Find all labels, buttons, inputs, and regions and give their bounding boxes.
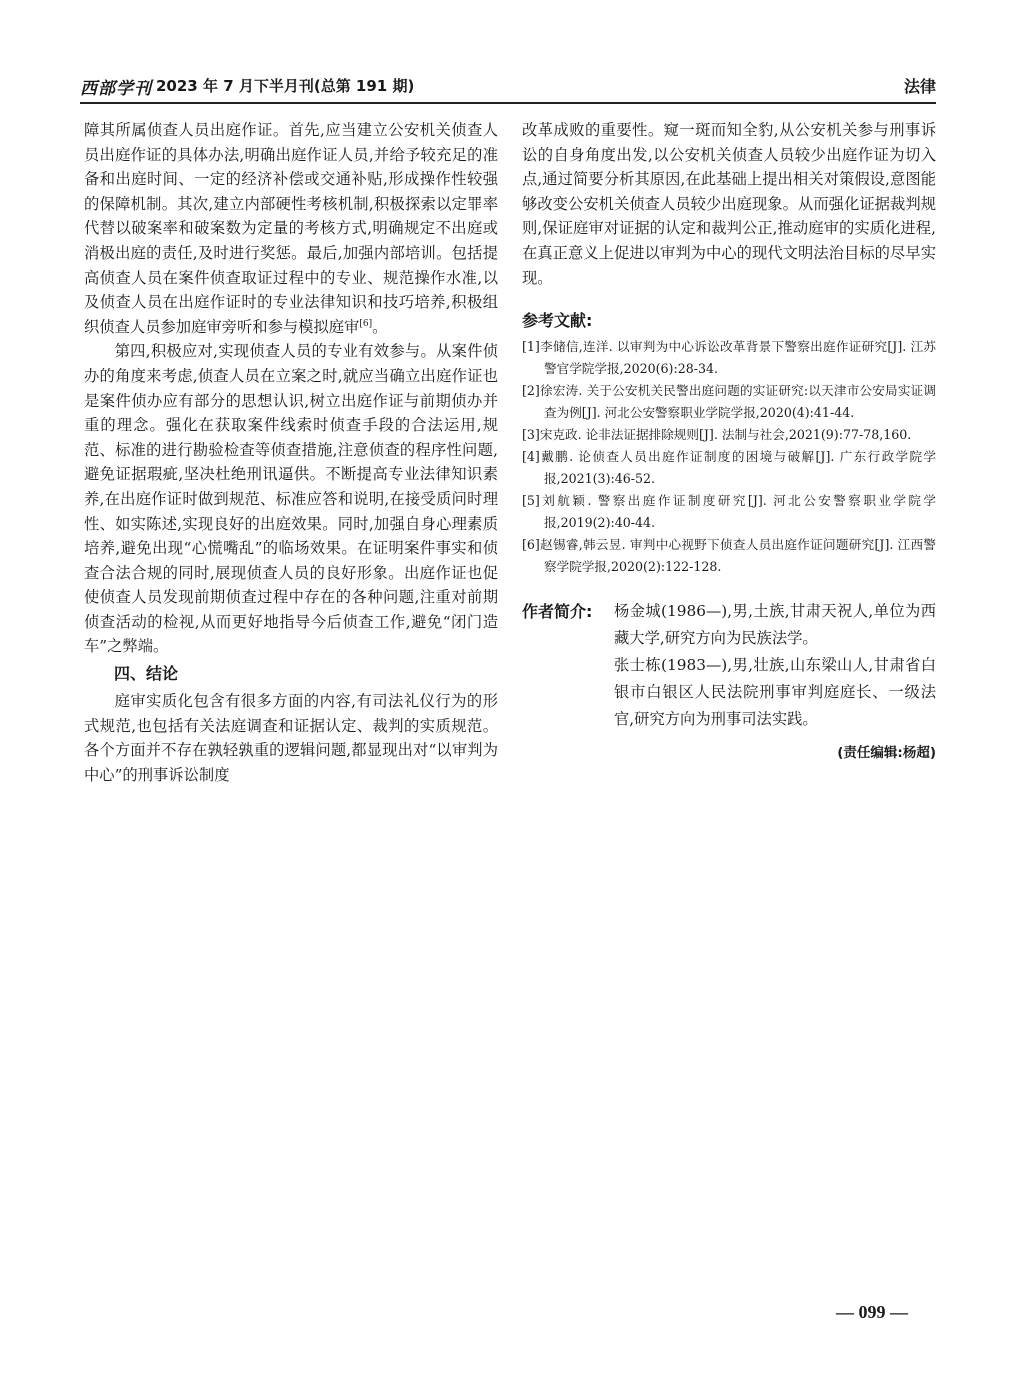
reference-list <box>522 336 936 578</box>
reference-item: [6]赵锡睿,韩云昱. 审判中心视野下侦查人员出庭作证问题研究[J]. 江西警察学院学报,2020(2):122-128. <box>522 537 936 575</box>
citation-ref: [6] <box>359 318 373 329</box>
reference-item: [4]戴鹏. 论侦查人员出庭作证制度的困境与破解[J]. 广东行政学院学报,2021(3):46-52. <box>522 449 936 487</box>
journal-issue: 2023 年 7 月下半月刊(总第 191 期) <box>156 77 415 95</box>
responsible-editor: (责任编辑:杨超) <box>837 745 936 762</box>
reference-item: [5]刘航颖. 警察出庭作证制度研究[J]. 河北公安警察职业学院学报,2019(2):40-44. <box>522 493 936 531</box>
running-header <box>80 72 936 104</box>
body-paragraph: 障其所属侦查人员出庭作证。首先,应当建立公安机关侦查人员出庭作证的具体办法,明确出庭作证人员,并给予较充足的准备和出庭时间、一定的经济补偿或交通补贴,形成操作性较强的保障机制。其次,建立内部硬性考核机制,积极探索以定罪率代替以破案率和破案数为定量的考核方式,明确规定不出庭或消极出庭的责任,及时进行奖惩。最后,加强内部培训。包括提高侦查人员在案件侦查取证过程中的专业、规范操作水准,以及侦查人员在出庭作证时的专业法律知识和技巧培养,积极组织侦查人员参加庭审旁听和参与模拟庭审[6]。 <box>84 121 498 336</box>
journal-logo: 西部学刊 <box>80 79 152 99</box>
reference-item: [3]宋克政. 论非法证据排除规则[J]. 法制与社会,2021(9):77-78,160. <box>522 427 912 443</box>
body-paragraph: 第四,积极应对,实现侦查人员的专业有效参与。从案件侦办的角度来考虑,侦查人员在立案之时,就应当确立出庭作证也是案件侦办应有部分的思想认识,树立出庭作证与前期侦办并重的理念。强化在获取案件线索时侦查手段的合法运用,规范、标准的进行勘验检查等侦查措施,注意侦查的程序性问题,避免证据瑕疵,坚决杜绝刑讯逼供。不断提高专业法律知识素养,在出庭作证时做到规范、标准应答和说明,在接受质问时理性、如实陈述,实现良好的出庭效果。同时,加强自身心理素质培养,避免出现“心慌嘴乱”的临场效果。在证明案件事实和侦查合法合规的同时,展现侦查人员的良好形象。出庭作证也促使侦查人员发现前期侦查过程中存在的各种问题,注重对前期侦查活动的检视,从而更好地指导今后侦查工作,避免“闭门造车”之弊端。 <box>84 342 498 656</box>
author-bio <box>522 598 936 733</box>
references-title: 参考文献: <box>522 311 593 331</box>
author-bio-label: 作者简介: <box>522 602 593 622</box>
section-heading: 四、结论 <box>114 664 179 684</box>
section-label: 法律 <box>903 77 936 96</box>
body-paragraph: 改革成败的重要性。窥一斑而知全豹,从公安机关参与刑事诉讼的自身角度出发,以公安机关侦查人员较少出庭作证为切入点,通过简要分析其原因,在此基础上提出相关对策假设,意图能够改变公安机关侦查人员较少出庭现象。从而强化证据裁判规则,保证庭审对证据的认定和裁判公正,推动庭审的实质化进程,在真正意义上促进以审判为中心的现代文明法治目标的尽早实现。 <box>522 121 936 287</box>
right-column <box>522 118 936 766</box>
reference-item: [1]李储信,连洋. 以审判为中心诉讼改革背景下警察出庭作证研究[J]. 江苏警官学院学报,2020(6):28-34. <box>522 339 936 377</box>
author-bio-entry: 杨金城(1986—),男,土族,甘肃天祝人,单位为西藏大学,研究方向为民族法学。 <box>614 602 936 648</box>
page-number: — 099 — <box>836 1302 908 1322</box>
reference-item: [2]徐宏涛. 关于公安机关民警出庭问题的实证研究:以天津市公安局实证调查为例[J]. 河北公安警察职业学院学报,2020(4):41-44. <box>522 383 936 421</box>
left-column <box>84 118 498 787</box>
author-bio-entry: 张士栋(1983—),男,壮族,山东梁山人,甘肃省白银市白银区人民法院刑事审判庭庭长、一级法官,研究方向为刑事司法实践。 <box>614 656 936 729</box>
conclusion-paragraph: 庭审实质化包含有很多方面的内容,有司法礼仪行为的形式规范,也包括有关法庭调查和证据认定、裁判的实质规范。各个方面并不存在孰轻孰重的逻辑问题,都显现出对“以审判为中心”的刑事诉讼制度 <box>84 692 498 784</box>
